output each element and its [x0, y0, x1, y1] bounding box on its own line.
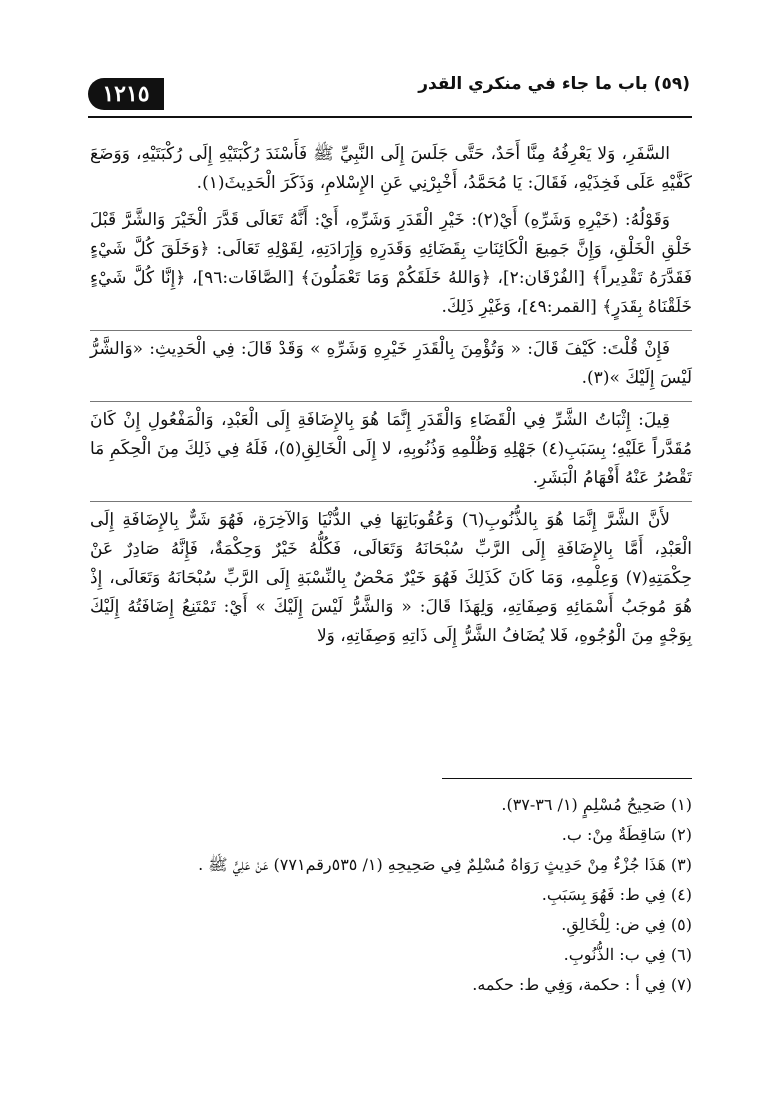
footnote-3: (٣) هَذَا جُزْءٌ مِنْ حَدِيثٍ رَوَاهُ مُسْلِمٌ فِي صَحِيحِهِ (١/ ٥٣٥رقم٧٧١) عَنْ عَلِيٍّ ﷺ . — [198, 855, 692, 874]
paragraph-1: السَّفَرِ، وَلا يَعْرِفُهُ مِنَّا أَحَدٌ، حَتَّى جَلَسَ إِلَى النَّبِيِّ ﷺ فَأَسْنَدَ رُكْبَتَيْهِ إِلَى رُكْبَتَيْهِ، وَوَضَعَ كَفَّيْهِ عَلَى فَخِذَيْهِ، فَقَالَ: يَا مُحَمَّدُ، أَخْبِرْنِي عَنِ الإِسْلامِ، وَذَكَرَ الْحَدِيثَ(١). — [90, 144, 692, 193]
footnote-1: (١) صَحِيحُ مُسْلِمٍ (١/ ٣٦-٣٧). — [501, 795, 692, 814]
footnote-4: (٤) فِي ط: فَهُوَ بِسَبَبِ. — [541, 885, 692, 904]
footnotes — [90, 790, 692, 1000]
footnote-5: (٥) فِي ض: لِلْخَالِقِ. — [561, 915, 692, 934]
footnote-7: (٧) فِي أ : حكمة، وَفِي ط: حكمه. — [472, 975, 692, 994]
paragraph-4: قِيلَ: إِثْبَاتُ الشَّرِّ فِي الْقَضَاءِ وَالْقَدَرِ إِنَّمَا هُوَ بِالإِضَافَةِ إِلَى الْعَبْدِ، وَالْمَفْعُولِ إِنْ كَانَ مُقَدَّراً عَلَيْهِ؛ بِسَبَبِ(٤) جَهْلِهِ وَظُلْمِهِ وَذُنُوبِهِ، لا إِلَى الْخَالِقِ(٥)، فَلَهُ فِي ذَلِكَ مِنَ الْحِكَمِ مَا تَقْصُرُ عَنْهُ أَفْهَامُ الْبَشَرِ. — [90, 401, 692, 493]
footnote-divider — [442, 778, 692, 779]
page-number: ١٢١٥ — [88, 78, 164, 110]
paragraph-2: وَقَوْلُهُ: (خَيْرِهِ وَشَرِّهِ) أَيْ(٢): خَيْرِ الْقَدَرِ وَشَرِّهِ، أَيْ: أَنَّهُ تَعَالَى قَدَّرَ الْخَيْرَ وَالشَّرَّ قَبْلَ خَلْقِ الْخَلْقِ، وَإِنَّ جَمِيعَ الْكَائِنَاتِ بِقَضَائِهِ وَقَدَرِهِ وَإِرَادَتِهِ، لِقَوْلِهِ تَعَالَى: ﴿وَخَلَقَ كُلَّ شَيْءٍ فَقَدَّرَهُ تَقْدِيراً﴾ [الفُرْقَان:٢]، ﴿وَاللهُ خَلَقَكُمْ وَمَا تَعْمَلُونَ﴾ [الصَّافَات:٩٦]، ﴿إِنَّا كُلَّ شَيْءٍ خَلَقْنَاهُ بِقَدَرٍ﴾ [القمر:٤٩]، وَغَيْرِ ذَلِكَ. — [90, 210, 692, 317]
chapter-title: (٥٩) باب ما جاء في منكري القدر — [418, 74, 690, 94]
paragraph-3: فَإِنْ قُلْتَ: كَيْفَ قَالَ: « وَتُؤْمِنَ بِالْقَدَرِ خَيْرِهِ وَشَرِّهِ » وَقَدْ قَالَ: فِي الْحَدِيثِ: «وَالشَّرُّ لَيْسَ إِلَيْكَ »(٣). — [90, 330, 692, 393]
paragraph-5: لأَنَّ الشَّرَّ إِنَّمَا هُوَ بِالذُّنُوبِ(٦) وَعُقُوبَاتِهَا فِي الدُّنْيَا وَالآخِرَةِ، فَهُوَ شَرٌّ بِالإِضَافَةِ إِلَى الْعَبْدِ، أَمَّا بِالإِضَافَةِ إِلَى الرَّبِّ سُبْحَانَهُ وَتَعَالَى، فَكُلُّهُ خَيْرٌ وَحِكْمَةٌ، فَإِنَّهُ صَادِرٌ عَنْ حِكْمَتِهِ(٧) وَعِلْمِهِ، وَمَا كَانَ كَذَلِكَ فَهُوَ خَيْرٌ مَحْضٌ بِالنِّسْبَةِ إِلَى الرَّبِّ سُبْحَانَهُ وَتَعَالَى، إِذْ هُوَ مُوجَبُ أَسْمَائِهِ وَصِفَاتِهِ، وَلِهَذَا قَالَ: « وَالشَّرُّ لَيْسَ إِلَيْكَ » أَيْ: تَمْتَنِعُ إِضَافَتُهُ إِلَيْكَ بِوَجْهٍ مِنَ الْوُجُوهِ، فَلا يُضَافُ الشَّرُّ إِلَى ذَاتِهِ وَصِفَاتِهِ، وَلا — [90, 501, 692, 651]
footnote-2: (٢) سَاقِطَةٌ مِنْ: ب. — [561, 825, 692, 844]
page-header — [88, 66, 692, 118]
main-text — [90, 140, 692, 659]
footnote-6: (٦) فِي ب: الذُّنُوبِ. — [563, 945, 692, 964]
